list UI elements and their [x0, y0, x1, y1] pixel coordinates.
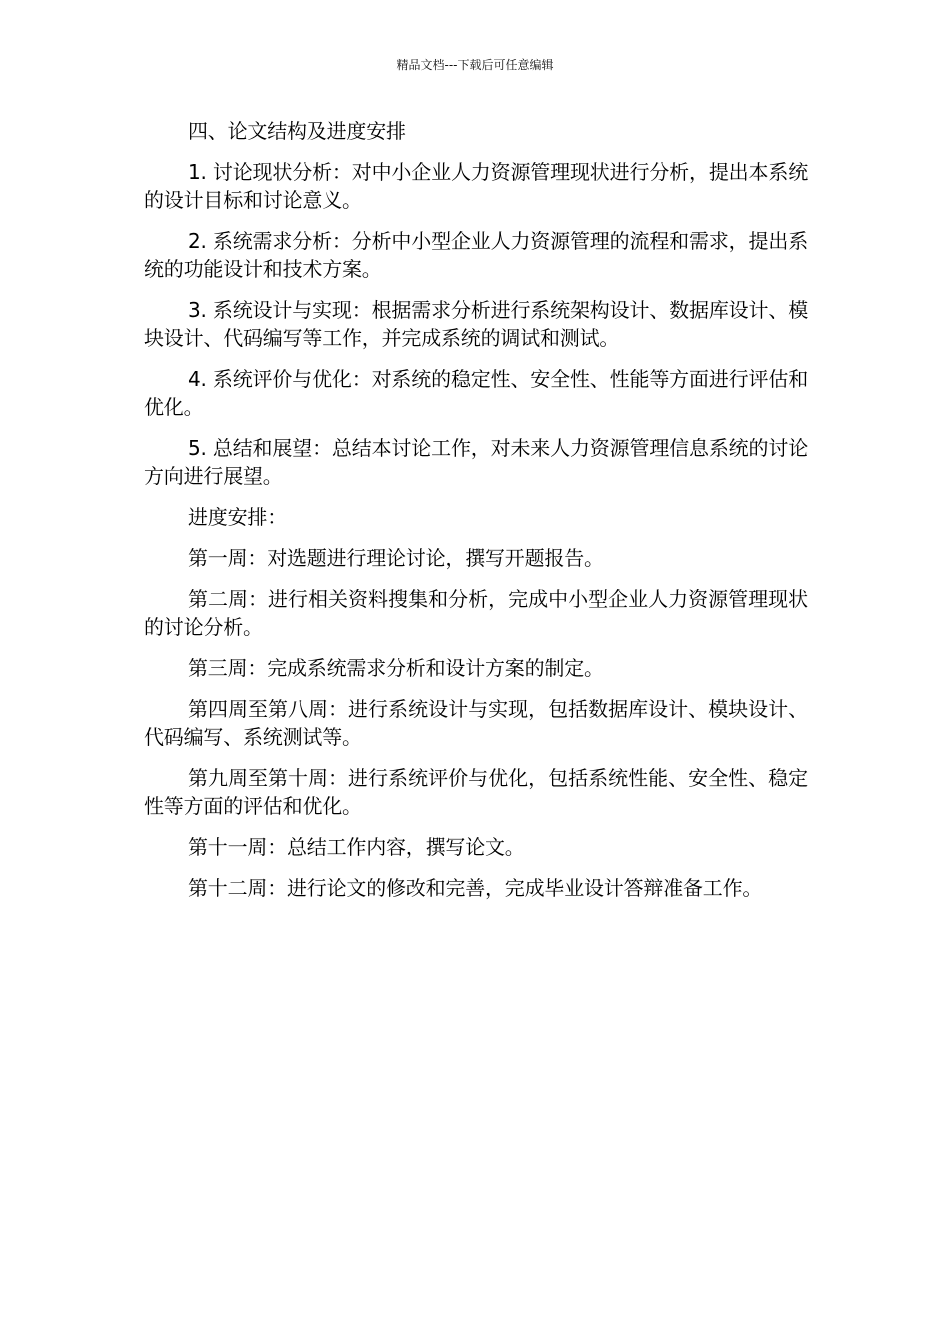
schedule-item: 第十二周：进行论文的修改和完善，完成毕业设计答辩准备工作。: [188, 876, 763, 900]
schedule-item: 第三周：完成系统需求分析和设计方案的制定。: [188, 656, 604, 680]
paragraph: 1. 讨论现状分析：对中小企业人力资源管理现状进行分析，提出本系统的设计目标和讨论意义。: [144, 160, 808, 212]
schedule-item: 第十一周：总结工作内容，撰写论文。: [188, 835, 525, 859]
schedule-item: 第四周至第八周：进行系统设计与实现，包括数据库设计、模块设计、代码编写、系统测试等。: [144, 697, 808, 749]
schedule-item: 第一周：对选题进行理论讨论，撰写开题报告。: [188, 546, 604, 570]
paragraph: 2. 系统需求分析：分析中小型企业人力资源管理的流程和需求，提出系统的功能设计和技术方案。: [144, 229, 808, 281]
document-body: [144, 117, 808, 915]
schedule-item: 第二周：进行相关资料搜集和分析，完成中小型企业人力资源管理现状的讨论分析。: [144, 587, 808, 639]
page-header: 精品文档---下载后可任意编辑: [396, 58, 554, 72]
schedule-heading: 进度安排：: [188, 505, 287, 529]
paragraph: 5. 总结和展望：总结本讨论工作，对未来人力资源管理信息系统的讨论方向进行展望。: [144, 436, 808, 488]
paragraph: 3. 系统设计与实现：根据需求分析进行系统架构设计、数据库设计、模块设计、代码编写等工作，并完成系统的调试和测试。: [144, 298, 808, 350]
paragraph: 4. 系统评价与优化：对系统的稳定性、安全性、性能等方面进行评估和优化。: [144, 367, 808, 419]
schedule-item: 第九周至第十周：进行系统评价与优化，包括系统性能、安全性、稳定性等方面的评估和优化。: [144, 766, 808, 818]
section-heading: 四、论文结构及进度安排: [188, 119, 406, 143]
